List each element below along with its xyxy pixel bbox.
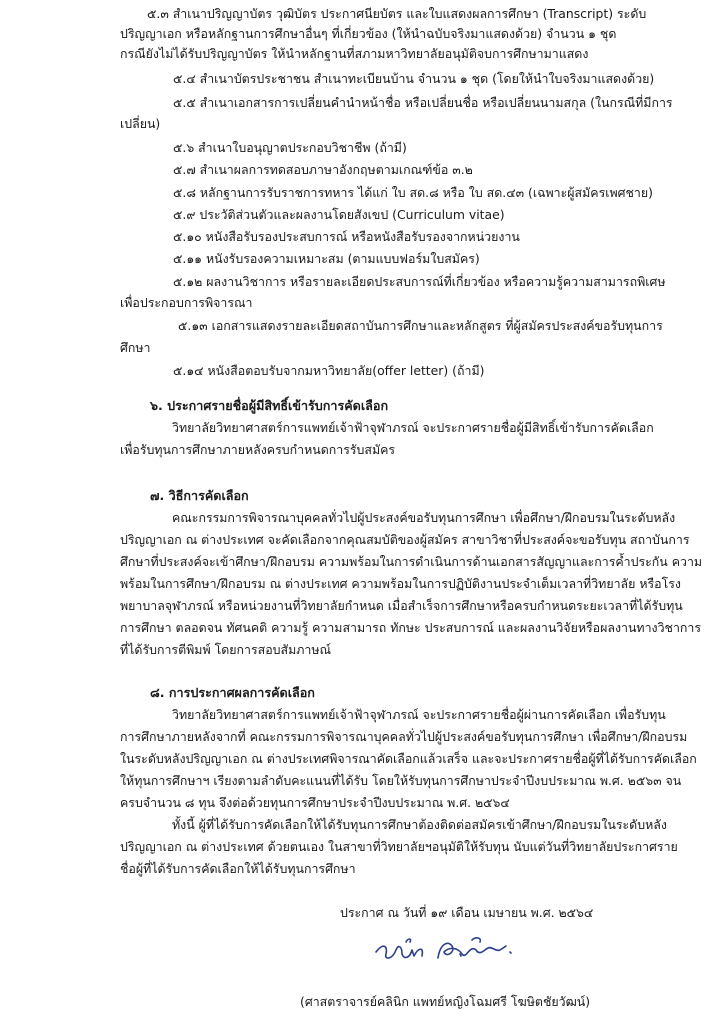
item-5-9: ๕.๙ ประวัติส่วนตัวและผลงานโดยสังเขป (Curriculum vitae) bbox=[173, 207, 505, 222]
section-6-line2: เพื่อรับทุนการศึกษาภายหลังครบกำหนดการรับสมัคร bbox=[120, 442, 396, 457]
section-7-line2: ปริญญาเอก ณ ต่างประเทศ จะคัดเลือกจากคุณสมบัติของผู้สมัคร สาขาวิชาที่ประสงค์จะขอรับทุน สถาบันการ bbox=[120, 532, 690, 547]
item-5-12-line2: เพื่อประกอบการพิจารณา bbox=[120, 295, 253, 310]
item-5-4: ๕.๔ สำเนาบัตรประชาชน สำเนาทะเบียนบ้าน จำนวน ๑ ชุด (โดยให้นำใบจริงมาแสดงด้วย) bbox=[173, 71, 655, 86]
item-5-13-line2: ศึกษา bbox=[120, 340, 151, 355]
section-7-line6: การศึกษา ตลอดจน ทัศนคติ ความรู้ ความสามารถ ทักษะ ประสบการณ์ และผลงานวิจัยหรือผลงานทางวิชาการ bbox=[120, 620, 702, 635]
section-7-line3: ศึกษาที่ประสงค์จะเข้าศึกษา/ฝึกอบรม ความพร้อมในการดำเนินการด้านเอกสารสัญญาและการค้ำประกัน ความ bbox=[120, 554, 703, 569]
item-5-8: ๕.๘ หลักฐานการรับราชการทหาร ได้แก่ ใบ สด.๘ หรือ ใบ สด.๔๓ (เฉพาะผู้สมัครเพศชาย) bbox=[173, 185, 653, 200]
section-7-line7: ที่ได้รับการตีพิมพ์ โดยการสอบสัมภาษณ์ bbox=[120, 642, 332, 657]
section-6-heading: ๖. ประกาศรายชื่อผู้มีสิทธิ์เข้ารับการคัดเลือก bbox=[150, 398, 389, 413]
section-8-line4: ให้ทุนการศึกษาฯ เรียงตามลำดับคะแนนที่ได้รับ โดยให้รับทุนการศึกษาประจำปีงบประมาณ พ.ศ. ๒๕๖๓ จน bbox=[120, 773, 682, 788]
item-5-14: ๕.๑๔ หนังสือตอบรับจากมหาวิทยาลัย(offer letter) (ถ้ามี) bbox=[173, 363, 485, 378]
item-5-3-line1: ๕.๓ สำเนาปริญญาบัตร วุฒิบัตร ประกาศนียบัตร และใบแสดงผลการศึกษา (Transcript) ระดับ bbox=[147, 6, 647, 21]
section-6-line1: วิทยาลัยวิทยาศาสตร์การแพทย์เจ้าฟ้าจุฬาภรณ์ จะประกาศรายชื่อผู้มีสิทธิ์เข้ารับการคัดเลือก bbox=[172, 420, 654, 435]
section-8-line2: การศึกษาภายหลังจากที่ คณะกรรมการพิจารณาบุคคลทั่วไปผู้ประสงค์ขอรับทุนการศึกษา เพื่อศึกษา/ฝึกอบรม bbox=[120, 729, 688, 744]
section-8-heading: ๘. การประกาศผลการคัดเลือก bbox=[150, 685, 315, 700]
section-8-line8: ชื่อผู้ที่ได้รับการคัดเลือกให้ได้รับทุนการศึกษา bbox=[120, 861, 356, 876]
section-7-line4: พร้อมในการศึกษา/ฝึกอบรม ณ ต่างประเทศ ความพร้อมในการปฏิบัติงานประจำเต็มเวลาที่วิทยาลัย หรือโรง bbox=[120, 576, 681, 591]
section-8-line6: ทั้งนี้ ผู้ที่ได้รับการคัดเลือกให้ได้รับทุนการศึกษาต้องติดต่อสมัครเข้าศึกษา/ฝึกอบรมในระดับหลัง bbox=[172, 817, 667, 832]
item-5-10: ๕.๑๐ หนังสือรับรองประสบการณ์ หรือหนังสือรับรองจากหน่วยงาน bbox=[173, 229, 520, 244]
item-5-7: ๕.๗ สำเนาผลการทดสอบภาษาอังกฤษตามเกณฑ์ข้อ ๓.๒ bbox=[173, 162, 473, 177]
section-7-line5: พยาบาลจุฬาภรณ์ หรือหน่วยงานที่วิทยาลัยกำหนด เมื่อสำเร็จการศึกษาหรือครบกำหนดระยะเวลาที่ได้รับทุน bbox=[120, 598, 683, 613]
item-5-5-line2: เปลี่ยน) bbox=[120, 116, 161, 131]
section-8-line7: ปริญญาเอก ณ ต่างประเทศ ด้วยตนเอง ในสาขาที่วิทยาลัยฯอนุมัติให้รับทุน นับแต่วันที่วิทยาลัยประกาศราย bbox=[120, 839, 678, 854]
item-5-6: ๕.๖ สำเนาใบอนุญาตประกอบวิชาชีพ (ถ้ามี) bbox=[173, 140, 407, 155]
handwritten-signature bbox=[372, 930, 522, 970]
section-7-heading: ๗. วิธีการคัดเลือก bbox=[150, 488, 249, 503]
announcement-date: ประกาศ ณ วันที่ ๑๙ เดือน เมษายน พ.ศ. ๒๕๖๔ bbox=[340, 905, 594, 920]
item-5-3-line3: กรณียังไม่ได้รับปริญญาบัตร ให้นำหลักฐานที่สภามหาวิทยาลัยอนุมัติจบการศึกษามาแสดง bbox=[120, 46, 589, 61]
item-5-12-line1: ๕.๑๒ ผลงานวิชาการ หรือรายละเอียดประสบการณ์ที่เกี่ยวข้อง หรือความรู้ความสามารถพิเศษ bbox=[173, 274, 666, 289]
item-5-13-line1: ๕.๑๓ เอกสารแสดงรายละเอียดสถาบันการศึกษาและหลักสูตร ที่ผู้สมัครประสงค์ขอรับทุนการ bbox=[178, 318, 663, 333]
section-8-line1: วิทยาลัยวิทยาศาสตร์การแพทย์เจ้าฟ้าจุฬาภรณ์ จะประกาศรายชื่อผู้ผ่านการคัดเลือก เพื่อรับทุน bbox=[172, 707, 666, 722]
section-8-line5: ครบจำนวน ๘ ทุน จึงต่อด้วยทุนการศึกษาประจำปีงบประมาณ พ.ศ. ๒๕๖๔ bbox=[120, 795, 510, 810]
section-8-line3: ในระดับหลังปริญญาเอก ณ ต่างประเทศพิจารณาคัดเลือกแล้วเสร็จ และจะประกาศรายชื่อผู้ที่ได้รับการคัดเลือก bbox=[120, 751, 697, 766]
signatory-name: (ศาสตราจารย์คลินิก แพทย์หญิงโฉมศรี โฆษิตชัยวัฒน์) bbox=[300, 994, 591, 1009]
item-5-11: ๕.๑๑ หนังรับรองความเหมาะสม (ตามแบบฟอร์มใบสมัคร) bbox=[173, 251, 480, 266]
item-5-3-line2: ปริญญาเอก หรือหลักฐานการศึกษาอื่นๆ ที่เกี่ยวข้อง (ให้นำฉบับจริงมาแสดงด้วย) จำนวน ๑ ชุด bbox=[120, 26, 617, 41]
item-5-5-line1: ๕.๕ สำเนาเอกสารการเปลี่ยนคำนำหน้าชื่อ หรือเปลี่ยนชื่อ หรือเปลี่ยนนามสกุล (ในกรณีที่มีการ bbox=[173, 95, 673, 110]
section-7-line1: คณะกรรมการพิจารณาบุคคลทั่วไปผู้ประสงค์ขอรับทุนการศึกษา เพื่อศึกษา/ฝึกอบรมในระดับหลัง bbox=[172, 510, 676, 525]
